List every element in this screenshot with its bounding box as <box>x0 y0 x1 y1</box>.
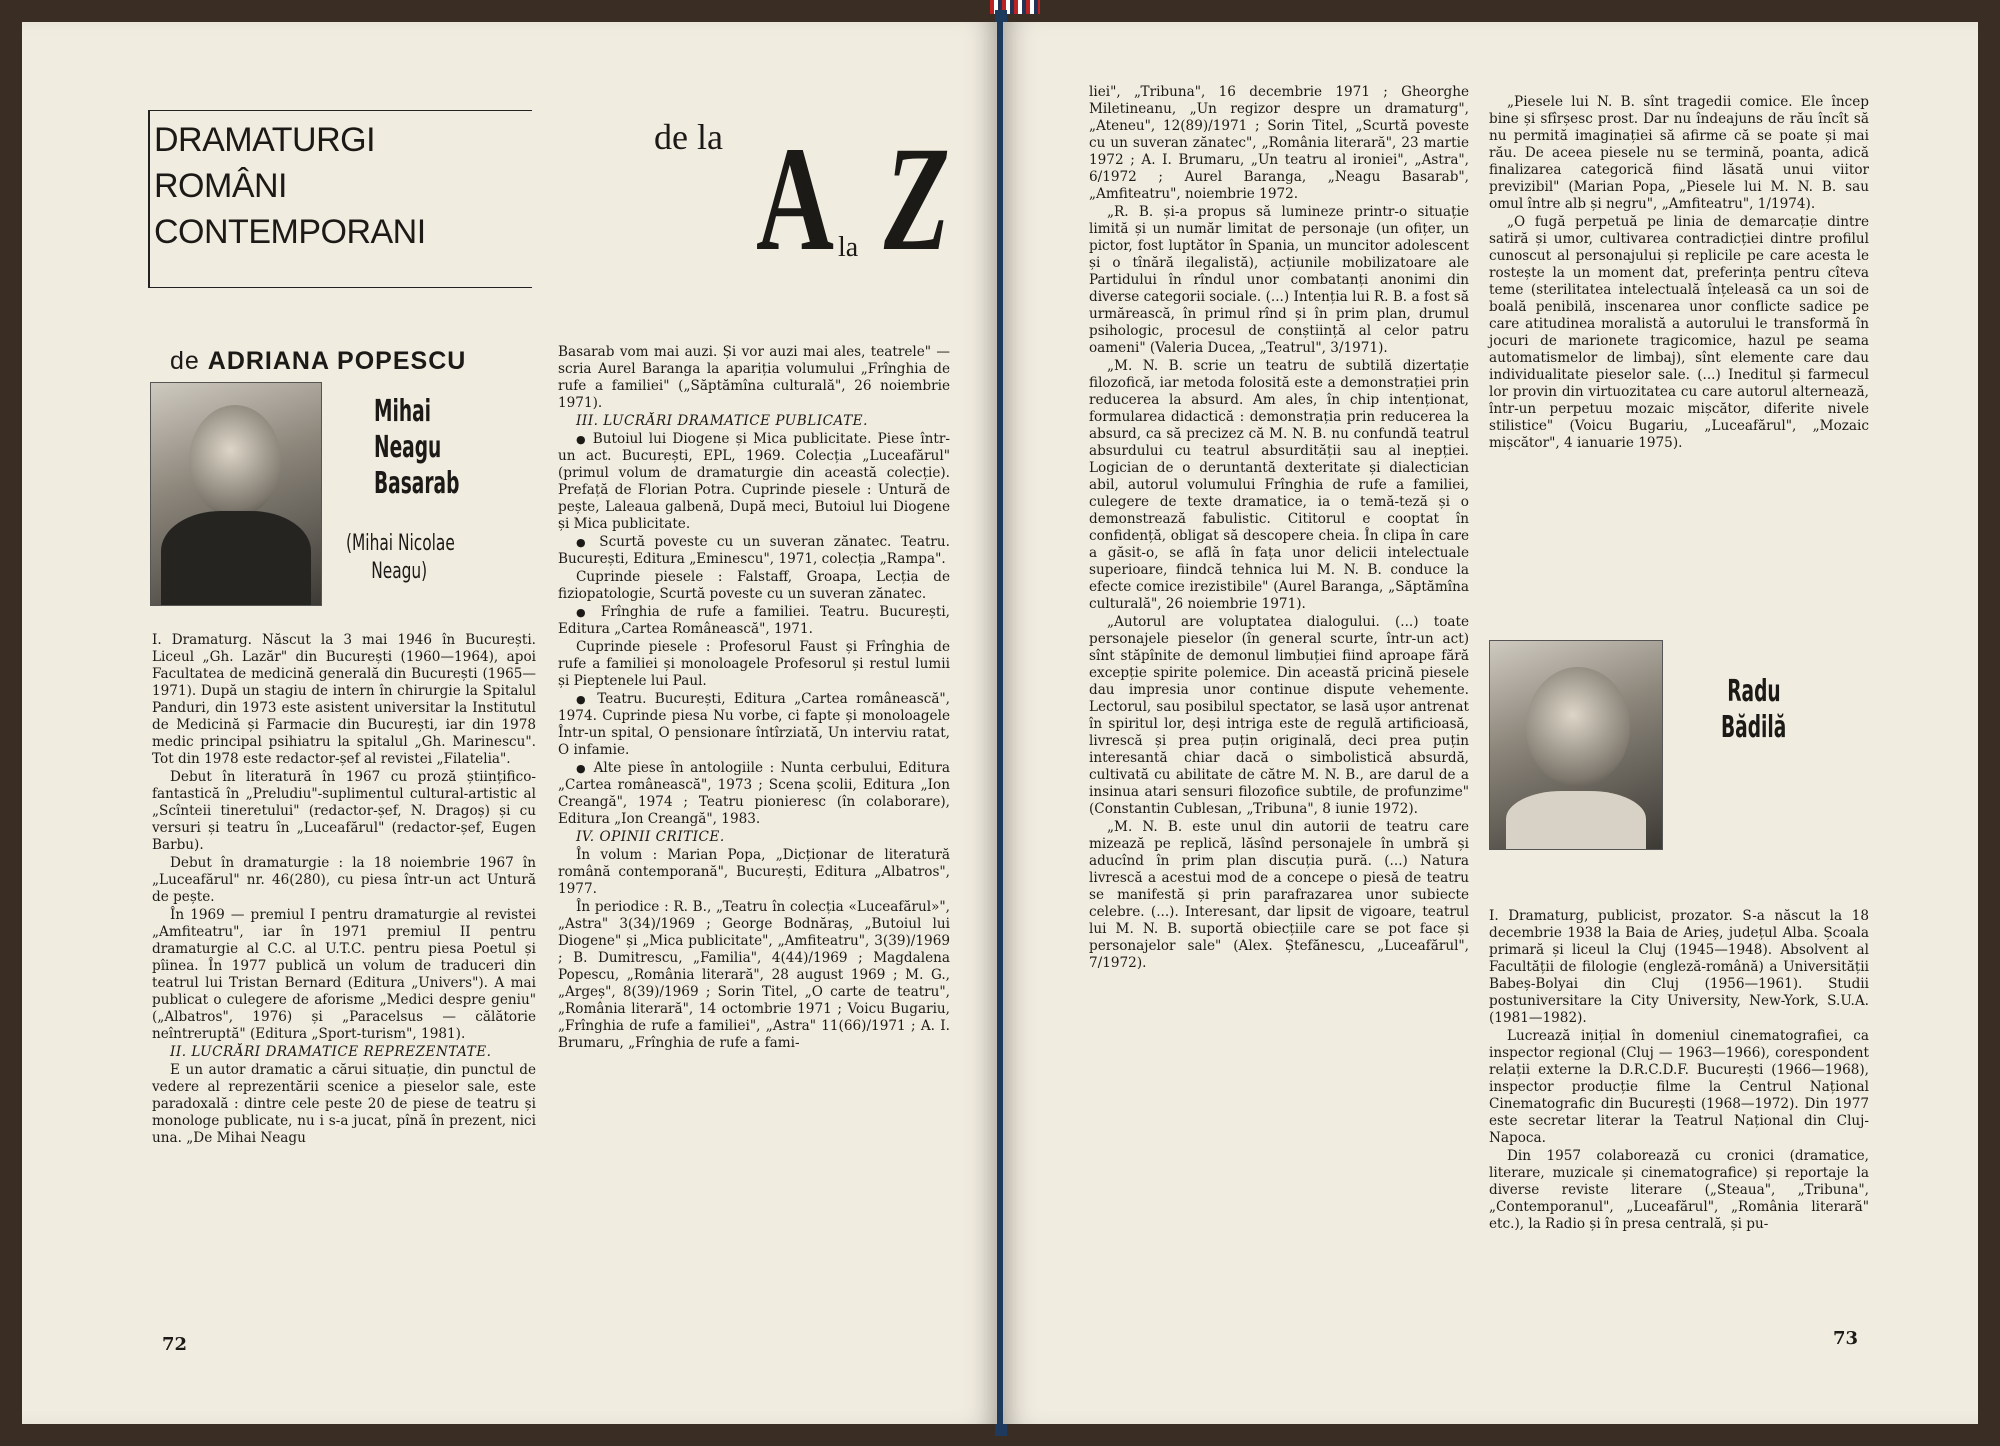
title-la: la <box>838 232 859 263</box>
title-letter-a: A <box>756 116 834 282</box>
paragraph: „M. N. B. scrie un teatru de subtilă dizertație filozofică, iar metoda folosită este a demonstrației prin reducerea la absurd. Am ales, în chip intenționat, formularea didactică : demonstrația prin reducerea la absurd, ca să precizez că M. N. B. nu confundă teatrul absurdului cu teatrul absurdității sau al inepției. Logician de o deruntantă dexteritate și dialectician abil, autorul volumului Frînghia de rufe a familiei, culegere de texte dramatice, ia o temă-teză și o demonstrează fabulistic. Cititorul e cooptat în confidență, obligat să descopere cheia. În clipa în care a găsit-o, se află în fața unor delicii intelectuale superioare, fiindcă tehnica lui M. N. B. conduce la efecte comice irezistibile" (Aurel Baranga, „Săptămîna culturală", 26 noiembrie 1971). <box>1089 358 1469 612</box>
bullet-item: ● Frînghia de rufe a familiei. Teatru. București, Editura „Cartea Românească", 1971. <box>558 604 950 638</box>
byline <box>170 347 466 376</box>
paragraph: În periodice : R. B., „Teatru în colecția «Luceafărul»", „Astra" 3(34)/1969 ; George Bodnăraș, „Butoiul lui Diogene" și „Mica publicitate", „Amfiteatru", 3(39)/1969 ; B. Dumitrescu, „Familia", 4(44)/1969 ; Magdalena Popescu, „România literară", 28 august 1969 ; M. G., „Argeș", 8(39)/1969 ; Sorin Titel, „O carte de teatru", „România literară", 14 octombrie 1971 ; Voicu Bugariu, „Frînghia de rufe a familiei", „Astra" 11(66)/1971 ; A. I. Brumaru, „Frînghia de rufe a fami- <box>558 899 950 1051</box>
entry2-name-line: Bădilă <box>1721 710 1787 745</box>
paragraph: Basarab vom mai auzi. Și vor auzi mai ales, teatrele" — scria Aurel Baranga la apariția volumului „Frînghia de rufe a familiei" („Săptămîna culturală", 26 noiembrie 1971). <box>558 344 950 411</box>
paragraph: Din 1957 colaborează cu cronici (dramatice, literare, muzicale și cinematografice) și reportaje la diverse reviste literare („Steaua", „Tribuna", „Contemporanul", „Luceafărul", „România literară" etc.), la Radio și în presa centrală, și pu- <box>1489 1148 1869 1232</box>
paragraph: Debut în literatură în 1967 cu proză științifico-fantastică în „Preludiu"-suplimentul cultural-artistic al „Scînteii tineretului" (redactor-șef, N. Dragoș) și cu versuri și teatru în „Luceafărul" (redactor-șef, Eugen Barbu). <box>152 769 536 853</box>
right-page <box>1003 22 1978 1424</box>
bullet-item: ● Alte piese în antologiile : Nunta cerbului, Editura „Cartea românească", 1973 ; Scena școlii, Editura „Ion Creangă", 1974 ; Teatru pionieresc (în colaborare), Editura „Ion Creangă", 1983. <box>558 760 950 828</box>
entry1-aka-line: (Mihai Nicolae <box>346 531 455 556</box>
series-title-line-1: DRAMATURGI <box>154 121 376 159</box>
author-photo-badila <box>1489 640 1663 850</box>
entry1-column-3 <box>1089 84 1469 973</box>
paragraph: „R. B. și-a propus să lumineze printr-o situație limită și un număr limitat de personaje (un ofițer, un pictor, fost luptător în Spania, un muncitor adolescent și o tînără ilegalistă), acțiunile mobilizatoare ale Partidului în rîndul unor combatanți anonimi din diverse categorii sociale. (...) Intenția lui R. B. a fost să urmărească, în primul rînd și în prim plan, drumul psihologic, procesul de conștiință al celor patru oameni" (Valeria Ducea, „Teatrul", 3/1971). <box>1089 204 1469 356</box>
entry1-name-line: Basarab <box>374 466 460 501</box>
page-number-left: 72 <box>162 1334 188 1355</box>
paragraph: În volum : Marian Popa, „Dicționar de literatură română contemporană", București, Editura „Albatros", 1977. <box>558 847 950 897</box>
entry1-birth-name <box>346 530 455 586</box>
entry1-name-line: Neagu <box>374 430 442 465</box>
bullet-item: ● Scurtă poveste cu un suveran zănatec. Teatru. București, Editura „Eminescu", 1971, colecția „Rampa". <box>558 534 950 568</box>
bullet-item: ● Butoiul lui Diogene și Mica publicitate. Piese într-un act. București, EPL, 1969. Colecția „Luceafărul" (primul volum de dramaturgie din această colecție). Prefață de Florian Potra. Cuprinde piesele : Untură de pește, Laleaua galbenă, După meci, Butoiul lui Diogene și Mica publicitate. <box>558 431 950 533</box>
byline-prefix: de <box>170 347 200 375</box>
paragraph: Debut în dramaturgie : la 18 noiembrie 1967 în „Luceafărul" nr. 46(280), cu piesa într-un act Untură de pește. <box>152 855 536 905</box>
paragraph: Lucrează inițial în domeniul cinematografiei, ca inspector regional (Cluj — 1963—1966), corespondent relații externe la D.R.C.D.F. București (1966—1968), inspector producție filme la Centrul Național Cinematografic din București (1968—1972). Din 1977 este secretar literar la Teatrul Național din Cluj-Napoca. <box>1489 1028 1869 1146</box>
entry1-column-4 <box>1489 94 1869 453</box>
entry1-column-1 <box>152 632 536 1148</box>
author-photo-neagu-basarab <box>150 382 322 606</box>
entry1-column-2 <box>558 344 950 1053</box>
photo-body-shape <box>1506 791 1646 850</box>
paragraph: „Autorul are voluptatea dialogului. (...) toate personajele pieselor (în general scurte, într-un act) sînt stăpînite de demonul limbuției fiind aproape fără excepție spirite polemice. Din această pricină piesele dau impresia unor continue dispute vehemente. Lectorul, sau posibilul spectator, se lasă ușor antrenat în spiritul lor, deși intriga este de regulă artificioasă, livrescă și prea puțin originală, deci prea puțin interesantă chiar dacă o simbolistică absurdă, cultivată cu abilitate de către M. N. B., are darul de a insinua atari sensuri filozofice subtile, de profunzime" (Constantin Cublesan, „Tribuna", 8 iunie 1972). <box>1089 614 1469 817</box>
section-heading: IV. OPINII CRITICE. <box>576 829 725 845</box>
section-heading: III. LUCRĂRI DRAMATICE PUBLICATE. <box>576 413 868 429</box>
paragraph: I. Dramaturg. Născut la 3 mai 1946 în București. Liceul „Gh. Lazăr" din București (1960—1964), apoi Facultatea de medicină generală din București (1965—1971). După un stagiu de intern în chirurgie la Spitalul Panduri, din 1973 este asistent universitar la Institutul de Medicină și Farmacie din București, iar din 1978 medic principal psihiatru la spitalul „Gh. Marinescu". Tot din 1978 este redactor-șef al revistei „Filatelia". <box>152 632 536 767</box>
entry2-column <box>1489 908 1869 1234</box>
title-de-la: de la <box>654 117 723 157</box>
paragraph: Cuprinde piesele : Profesorul Faust și Frînghia de rufe a familiei și monoloagele Profesorul și restul lumii și Pieptenele lui Paul. <box>558 639 950 689</box>
entry1-aka-line: Neagu) <box>371 559 428 584</box>
photo-body-shape <box>161 511 311 606</box>
paragraph: E un autor dramatic a cărui situație, din punctul de vedere al reprezentării scenice a pieselor sale, este paradoxală : dintre cele peste 20 de piese de teatru și monologe publicate, nu i s-a jucat, pînă în prezent, nici una. „De Mihai Neagu <box>152 1062 536 1146</box>
entry2-name <box>1721 674 1786 746</box>
byline-author: ADRIANA POPESCU <box>207 347 467 375</box>
series-title-line-3: CONTEMPORANI <box>154 213 426 251</box>
series-title-box <box>148 110 532 288</box>
entry2-name-line: Radu <box>1727 674 1781 709</box>
paragraph: „M. N. B. este unul din autorii de teatru care mizează pe replică, lăsînd personajele în umbră și aducînd în prim plan discuția pură. (...) Natura livrescă a acestui mod de a concepe o piesă de teatru se manifestă și prin parafrazarea unor subiecte celebre. (...). Interesant, dar lipsit de vigoare, teatrul lui M. N. B. suportă obiecțiile care se pot face și personajelor sale" (Alex. Ștefănescu, „Luceafărul", 7/1972). <box>1089 819 1469 971</box>
entry1-name <box>374 394 459 502</box>
left-page <box>22 22 997 1424</box>
paragraph: „Piesele lui N. B. sînt tragedii comice. Ele încep bine și sfîrșesc prost. Dar nu îndeajuns de rău încît să nu permită imaginației să afirme că se poate și mai rău. De aceea piesele nu se termină, poanta, adică finalizarea categorică fiind lăsată unui viitor previzibil" (Marian Popa, „Piesele lui M. N. B. sau omul între alb și negru", „Amfiteatru", 1/1974). <box>1489 94 1869 212</box>
paragraph: I. Dramaturg, publicist, prozator. S-a născut la 18 decembrie 1938 la Baia de Arieș, județul Alba. Școala primară și liceul la Cluj (1945—1948). Absolvent al Facultății de filologie (engleză-română) a Universității Babeș-Bolyai din Cluj (1956—1961). Studii postuniversitare la City University, New-York, S.U.A. (1981—1982). <box>1489 908 1869 1026</box>
series-title-line-2: ROMÂNI <box>154 167 287 205</box>
paragraph: „O fugă perpetuă pe linia de demarcație dintre satiră și umor, cultivarea contradicției dintre profilul cunoscut al personajului și replicile pe care acesta le rostește la un moment dat, preferința pentru cîteva teme (sterilitatea intelectuală înțeleasă ca un soi de boală penibilă, inscenarea unor conflicte sadice pe care atitudinea moralistă a autorului le transformă în jocuri de marionete tragicomice, hazul pe seama automatismelor de limbaj), sînt elemente care dau individualitate pieselor sale. (...) Ineditul și farmecul lor provin din virtuozitatea cu care autorul alternează, într-un perpetuu mozaic mișcător, diferite nivele stilistice" (Voicu Bugariu, „Luceafărul", „Mozaic mișcător", 4 ianuarie 1975). <box>1489 214 1869 451</box>
paragraph: În 1969 — premiul I pentru dramaturgie al revistei „Amfiteatru", iar în 1971 premiul II pentru dramaturgie al C.C. al U.T.C. pentru piesa Poetul și pîinea. În 1977 publică un volum de traduceri din teatrul lui Tristan Bernard (Editura „Univers"). A mai publicat o culegere de aforisme „Medici despre geniu" („Albatros", 1976) și „Paracelsus — călătorie neîntreruptă" (Editura „Sport-turism", 1981). <box>152 907 536 1042</box>
paragraph: liei", „Tribuna", 16 decembrie 1971 ; Gheorghe Miletineanu, „Un regizor despre un dramaturg", „Ateneu", 12(89)/1971 ; Sorin Titel, „Scurtă poveste cu un suveran zănatec", „România literară", 23 martie 1972 ; A. I. Brumaru, „Un teatru al ironiei", „Astra", 6/1972 ; Aurel Baranga, „Neagu Basarab", „Amfiteatru", noiembrie 1972. <box>1089 84 1469 202</box>
bullet-item: ● Teatru. București, Editura „Cartea românească", 1974. Cuprinde piesa Nu vorbe, ci fapte și monoloagele Într-un spital, O pensionare întîrziată, Un interviu ratat, O infamie. <box>558 691 950 759</box>
page-number-right: 73 <box>1833 1328 1859 1349</box>
section-heading: II. LUCRĂRI DRAMATICE REPREZENTATE. <box>170 1044 492 1060</box>
title-letter-z: Z <box>884 116 950 282</box>
entry1-name-line: Mihai <box>374 394 432 429</box>
paragraph: Cuprinde piesele : Falstaff, Groapa, Lecția de fiziopatologie, Scurtă poveste cu un suveran zănatec. <box>558 569 950 602</box>
photo-head-shape <box>1526 667 1630 787</box>
photo-head-shape <box>189 405 281 517</box>
